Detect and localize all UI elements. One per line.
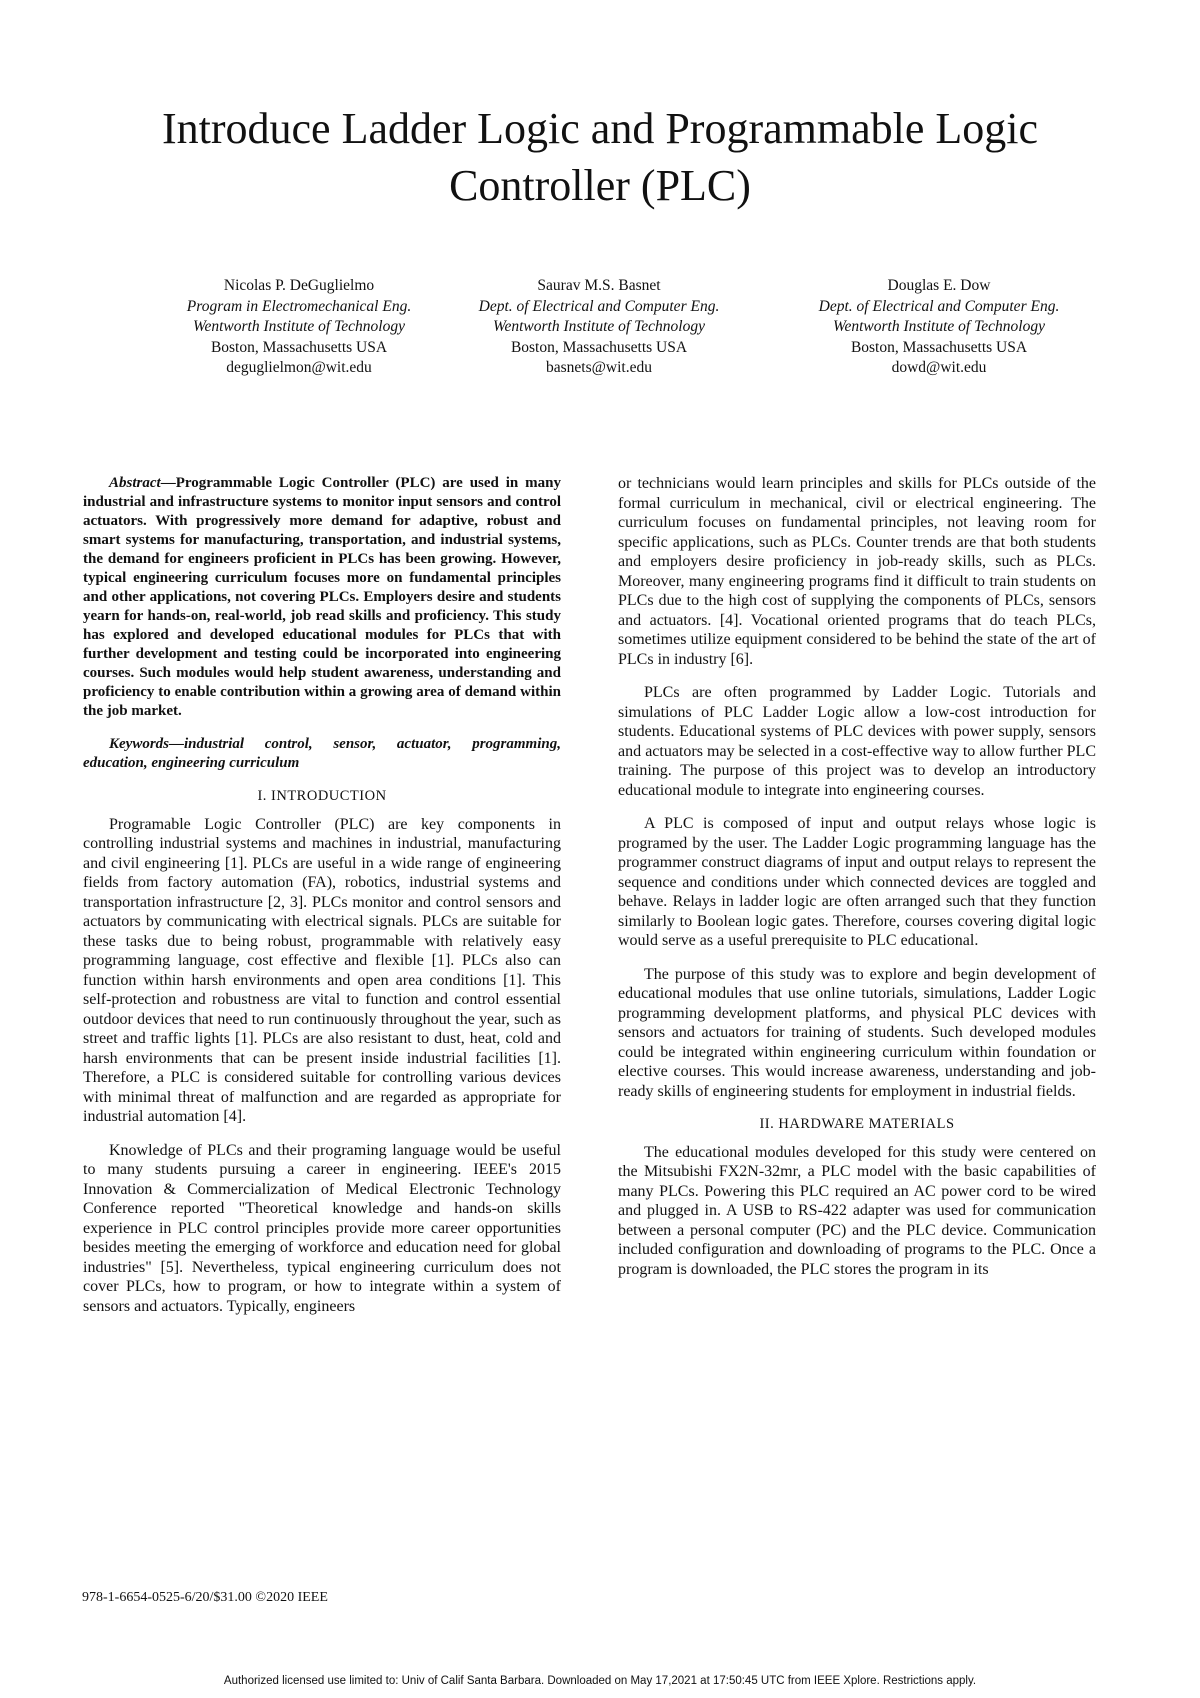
body-paragraph: or technicians would learn principles and skills for PLCs outside of the formal curriculum in mechanical, civil or electrical engineering. The curriculum focuses on fundamental principles, not leaving room for specific applications, such as PLCs. Counter trends are that both students and employers desire proficiency in job-ready skills, such as PLCs. Moreover, many engineering programs find it difficult to train students on PLCs due to the high cost of supplying the components of PLCs, sensors and actuators. [4]. Vocational oriented programs that do teach PLCs, sometimes utilize equipment considered to be behind the state of the art of PLCs in industry [6]. [618,475,1096,668]
body-paragraph: Knowledge of PLCs and their programing language would be useful to many students pursuing a career in engineering. IEEE's 2015 Innovation & Commercialization of Medical Electronic Technology Conference reported "Theoretical knowledge and hands-on skills experience in PLC control principles provide more career opportunities besides meeting the emerging of workforce and education need for global industries" [5]. Nevertheless, typical engineering curriculum does not cover PLCs, how to program, or how to integrate within a system of sensors and actuators. Typically, engineers [83,1141,561,1315]
left-column [83,474,561,1330]
author-dept: Program in Electromechanical Eng. [186,297,412,315]
body-paragraph: The purpose of this study was to explore and begin development of educational modules that use online tutorials, simulations, Ladder Logic programming development platforms, and physical PLC devices with sensors and actuators for training of students. Such developed modules could be integrated within engineering curriculum within foundation or elective courses. This would increase awareness, understanding and job-ready skills of engineering students for employment in industrial fields. [618,965,1096,1100]
abstract-lead: Abstract [109,475,161,491]
license-footer: Authorized licensed use limited to: Univ of Calif Santa Barbara. Downloaded on May 17,2021 at 17:50:45 UTC from IEEE Xplore. Restrictions apply. [223,1675,977,1687]
abstract [83,474,561,721]
paper-title: Introduce Ladder Logic and Programmable Logic Controller (PLC) [161,104,1038,210]
body-paragraph: Programable Logic Controller (PLC) are key components in controlling industrial systems and machines in industrial, manufacturing and civil engineering [1]. PLCs are useful in a wide range of engineering fields from factory automation (FA), robotics, industrial systems and transportation infrastructure [2, 3]. PLCs monitor and control sensors and actuators by communicating with electrical signals. PLCs are suitable for these tasks due to being robust, programmable with relatively easy programming language, cost effective and flexible [1]. PLCs also can function within harsh environments and open area conditions [1]. This self-protection and robustness are vital to function and control essential outdoor devices that need to run continuously throughout the year, such as street and traffic lights [1]. PLCs are also resistant to dust, heat, cold and harsh environments that can be present inside industrial facilities [1]. Therefore, a PLC is considered suitable for controlling various devices with minimal threat of malfunction and are regarded as appropriate for industrial automation [4]. [83,815,561,1125]
author-1 [139,276,459,379]
author-3 [779,276,1099,379]
author-institution: Wentworth Institute of Technology [493,318,705,335]
body-paragraph: A PLC is composed of input and output relays whose logic is programed by the user. The Ladder Logic programming language has the programmer construct diagrams of input and output relays to represent the sequence and conditions under which connected devices are toggled and behave. Relays in ladder logic are often arranged such that they function similarly to Boolean logic gates. Therefore, courses covering digital logic would serve as a useful prerequisite to PLC educational. [618,815,1096,949]
body-paragraph: The educational modules developed for this study were centered on the Mitsubishi FX2N-32mr, a PLC model with the basic capabilities of many PLCs. Powering this PLC required an AC power cord to be wired and plugged in. A USB to RS-422 adapter was used for communication between a personal computer (PC) and the PLC device. Communication included configuration and downloading of programs to the PLC. Once a program is downloaded, the PLC stores the program in its [618,1143,1096,1278]
author-dept: Dept. of Electrical and Computer Eng. [818,297,1060,315]
author-email: dowd@wit.edu [891,359,987,376]
abstract-text: —Programmable Logic Controller (PLC) are used in many industrial and infrastructure systems to monitor input sensors and control actuators. With progressively more demand for adaptive, robust and smart systems for manufacturing, transportation, and industrial systems, the demand for engineers proficient in PLCs has been growing. However, typical engineering curriculum focuses more on fundamental principles and other applications, not covering PLCs. Employers desire and students yearn for hands-on, real-world, job read skills and proficiency. This study has explored and developed educational modules for PLCs that with further development and testing could be incorporated into engineering courses. Such modules would help student awareness, understanding and proficiency to enable contribution within a growing area of demand within the job market. [83,475,561,719]
isbn-footer: 978-1-6654-0525-6/20/$31.00 ©2020 IEEE [82,1590,328,1605]
author-institution: Wentworth Institute of Technology [833,318,1045,335]
author-2 [439,276,759,379]
author-name: Nicolas P. DeGuglielmo [223,277,375,294]
author-city: Boston, Massachusetts USA [210,338,388,356]
author-name: Douglas E. Dow [887,277,991,294]
keywords: Keywords—industrial control, sensor, actuator, programming, education, engineering curriculum [83,736,561,771]
section-heading-hardware: II. HARDWARE MATERIALS [759,1116,955,1132]
author-dept: Dept. of Electrical and Computer Eng. [478,297,720,315]
section-heading-introduction: I. INTRODUCTION [257,788,387,804]
author-name: Saurav M.S. Basnet [537,277,661,294]
author-city: Boston, Massachusetts USA [510,338,688,356]
author-institution: Wentworth Institute of Technology [193,318,405,335]
author-city: Boston, Massachusetts USA [850,338,1028,356]
author-email: deguglielmon@wit.edu [226,359,372,376]
body-paragraph: PLCs are often programmed by Ladder Logic. Tutorials and simulations of PLC Ladder Logic allow a low-cost introduction for students. Educational systems of PLC devices with power supply, sensors and actuators may be selected in a cost-effective way to allow further PLC training. The purpose of this project was to develop an introductory educational module to integrate into engineering courses. [618,684,1096,799]
right-column [618,474,1096,1293]
author-email: basnets@wit.edu [546,359,652,376]
